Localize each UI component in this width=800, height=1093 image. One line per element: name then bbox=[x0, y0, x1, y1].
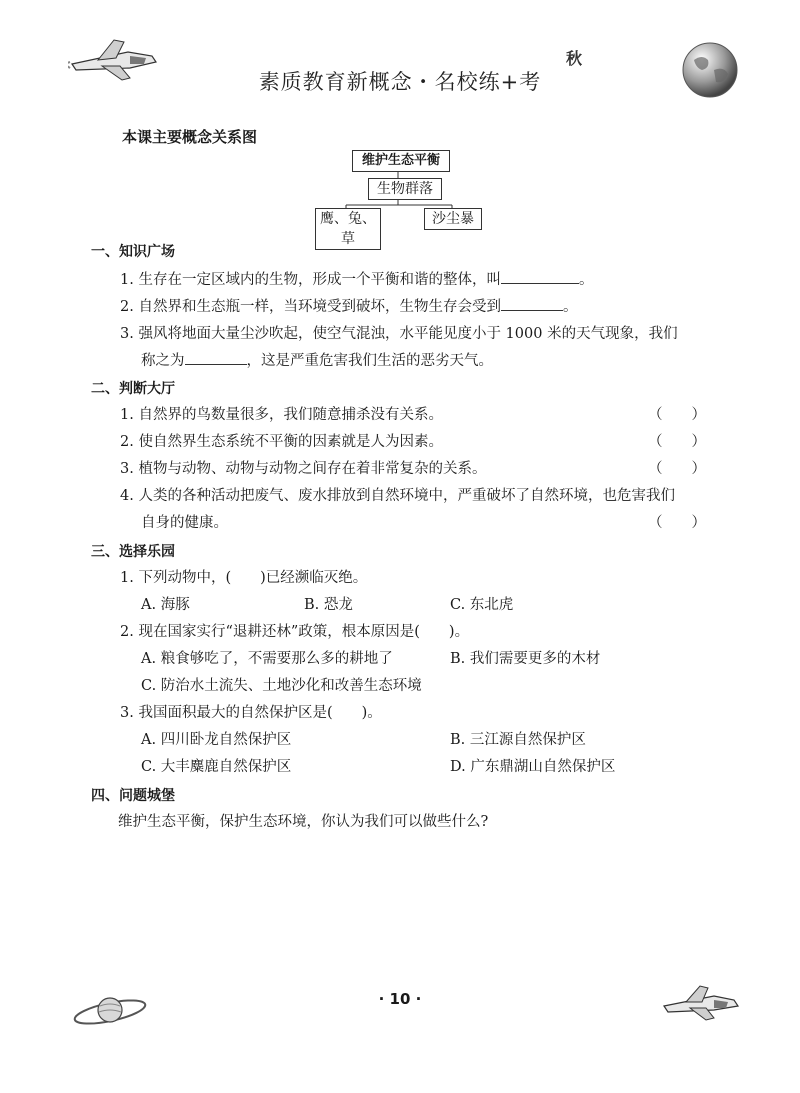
s3-q3-text: 我国面积最大的自然保护区是( )。 bbox=[138, 705, 382, 721]
s2-item-4-answer[interactable]: （ ） bbox=[648, 515, 706, 531]
s3-q3 bbox=[120, 701, 382, 722]
s3-q1-option-b[interactable]: B. 恐龙 bbox=[304, 597, 353, 613]
s3-q3-num: 3. bbox=[120, 705, 134, 721]
concept-left: 鹰、兔、草 bbox=[315, 208, 381, 250]
s2-item-3-text: 植物与动物、动物与动物之间存在着非常复杂的关系。 bbox=[138, 461, 487, 477]
s2-item-4 bbox=[120, 484, 675, 505]
s1-item-1-end: 。 bbox=[578, 272, 594, 288]
s3-q2-option-c[interactable]: C. 防治水土流失、土地沙化和改善生态环境 bbox=[141, 678, 422, 694]
s1-item-2 bbox=[120, 295, 577, 316]
s1-item-3 bbox=[120, 322, 678, 343]
concept-right: 沙尘暴 bbox=[424, 208, 482, 230]
s1-item-3-num: 3. bbox=[120, 326, 134, 342]
s1-item-1 bbox=[120, 268, 593, 289]
s3-q2-num: 2. bbox=[120, 624, 134, 640]
s3-q2-option-a[interactable]: A. 粮食够吃了，不需要那么多的耕地了 bbox=[141, 651, 393, 667]
s3-q3-option-d[interactable]: D. 广东鼎湖山自然保护区 bbox=[450, 759, 616, 775]
s3-q3-option-b[interactable]: B. 三江源自然保护区 bbox=[450, 732, 586, 748]
header-title: 素质教育新概念・名校练+考 bbox=[258, 70, 542, 94]
s2-item-1-num: 1. bbox=[120, 407, 134, 423]
s2-item-4-text: 人类的各种活动把废气、废水排放到自然环境中，严重破坏了自然环境，也危害我们 bbox=[138, 488, 675, 504]
page-number: · 10 · bbox=[378, 990, 422, 1008]
saturn-icon bbox=[70, 990, 150, 1030]
s3-q2-text: 现在国家实行“退耕还林”政策，根本原因是( )。 bbox=[138, 624, 470, 640]
s2-item-2-num: 2. bbox=[120, 434, 134, 450]
s1-item-1-blank[interactable] bbox=[501, 269, 579, 284]
s1-item-3-blank[interactable] bbox=[185, 350, 247, 365]
section2-heading: 二、判断大厅 bbox=[91, 381, 175, 397]
s1-item-3-line2-start: 称之为 bbox=[141, 353, 185, 369]
s3-q1-option-a[interactable]: A. 海豚 bbox=[141, 597, 190, 613]
s1-item-2-text: 自然界和生态瓶一样，当环境受到破坏，生物生存会受到 bbox=[138, 299, 501, 315]
s2-item-2-text: 使自然界生态系统不平衡的因素就是人为因素。 bbox=[138, 434, 443, 450]
s3-q2 bbox=[120, 620, 469, 641]
section4-heading: 四、问题城堡 bbox=[91, 788, 175, 804]
s3-q1-option-c[interactable]: C. 东北虎 bbox=[450, 597, 514, 613]
s1-item-2-blank[interactable] bbox=[501, 296, 563, 311]
s3-q3-option-c[interactable]: C. 大丰麋鹿自然保护区 bbox=[141, 759, 292, 775]
s2-item-2 bbox=[120, 430, 443, 451]
section3-heading: 三、选择乐园 bbox=[91, 544, 175, 560]
concept-middle: 生物群落 bbox=[368, 178, 442, 200]
s2-item-3-answer[interactable]: （ ） bbox=[648, 461, 706, 477]
s2-item-1-answer[interactable]: （ ） bbox=[648, 407, 706, 423]
space-shuttle-icon-footer bbox=[660, 982, 740, 1026]
season-label: 秋 bbox=[566, 49, 583, 68]
s2-item-4-num: 4. bbox=[120, 488, 134, 504]
concept-map-title: 本课主要概念关系图 bbox=[122, 128, 258, 146]
s1-item-1-text: 生存在一定区域内的生物，形成一个平衡和谐的整体，叫 bbox=[138, 272, 501, 288]
s1-item-3-line2 bbox=[141, 349, 493, 370]
section1-heading: 一、知识广场 bbox=[91, 244, 175, 260]
s2-item-3 bbox=[120, 457, 486, 478]
s1-item-2-end: 。 bbox=[562, 299, 578, 315]
concept-root: 维护生态平衡 bbox=[352, 150, 450, 172]
s3-q1 bbox=[120, 566, 367, 587]
s3-q1-num: 1. bbox=[120, 570, 134, 586]
s1-item-1-num: 1. bbox=[120, 272, 134, 288]
s3-q3-option-a[interactable]: A. 四川卧龙自然保护区 bbox=[141, 732, 292, 748]
s4-question: 维护生态平衡，保护生态环境，你认为我们可以做些什么? bbox=[118, 814, 489, 830]
s2-item-3-num: 3. bbox=[120, 461, 134, 477]
s2-item-2-answer[interactable]: （ ） bbox=[648, 434, 706, 450]
s1-item-3-line2-end: ，这是严重危害我们生活的恶劣天气。 bbox=[246, 353, 493, 369]
s1-item-3-text: 强风将地面大量尘沙吹起，使空气混浊，水平能见度小于 1000 米的天气现象，我们 bbox=[138, 326, 678, 342]
s2-item-4-line2: 自身的健康。 bbox=[141, 515, 228, 531]
s3-q2-option-b[interactable]: B. 我们需要更多的木材 bbox=[450, 651, 601, 667]
s2-item-1 bbox=[120, 403, 443, 424]
s2-item-1-text: 自然界的鸟数量很多，我们随意捕杀没有关系。 bbox=[138, 407, 443, 423]
s1-item-2-num: 2. bbox=[120, 299, 134, 315]
s3-q1-text: 下列动物中，( )已经濒临灭绝。 bbox=[138, 570, 368, 586]
